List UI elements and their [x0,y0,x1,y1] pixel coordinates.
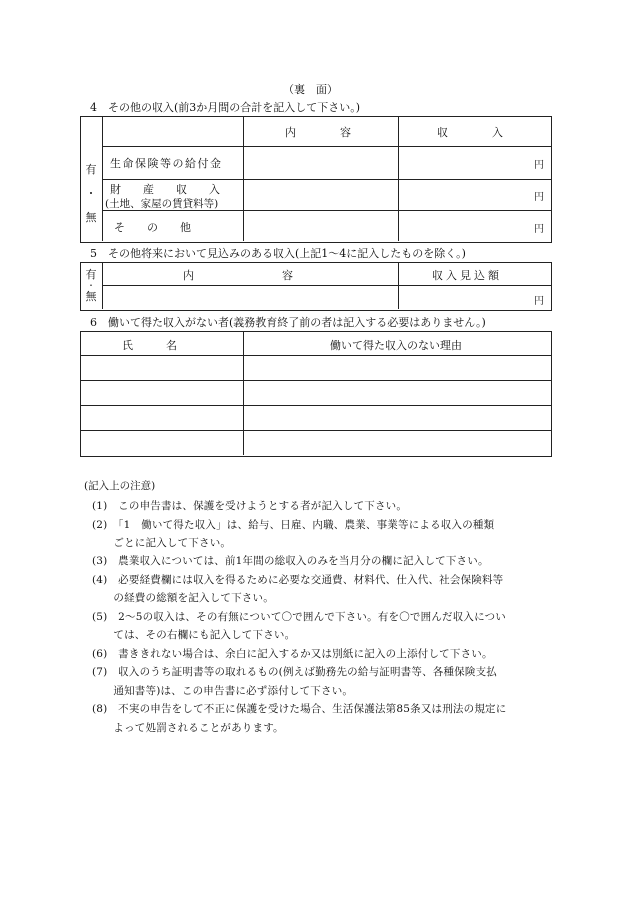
row-property-income-yen: 円 [534,192,544,203]
note-line: (3) 農業収入については、前1年間の総収入のみを当月分の欄に記入して下さい。 [92,555,489,567]
section6-col-name: 氏 名 [122,339,177,352]
note-line: の経費の総額を記入して下さい。 [92,592,274,604]
note-line: (7) 収入のうち証明書等の取れるもの(例えば勤務先の給与証明書等、各種保険支払 [92,666,497,678]
note-line: 通知書等)は、この申告書に必ず添付して下さい。 [92,685,354,697]
section5-yen: 円 [534,296,544,307]
side-label-dot: ・ [87,281,95,290]
side-label-nashi: 無 [85,210,97,224]
row-property-income-sub: (土地、家屋の賃貸料等) [105,198,219,210]
row-property-income-label: 財 産 収 入 [110,183,220,196]
side-label-ari: 有 [85,268,97,281]
page-title: （裏 面） [283,83,338,96]
section5-heading: 5 その他将来において見込みのある収入(上記1～4に記入したものを除く。) [90,247,466,260]
note-line: (2) 「1 働いて得た収入」は、給与、日雇、内職、農業、事業等による収入の種類 [92,519,495,531]
section5-col-naiyou: 内 容 [183,269,293,282]
note-line: ごとに記入して下さい。 [92,537,232,549]
row-life-insurance-yen: 円 [534,160,544,171]
note-line: よって処罰されることがあります。 [92,722,284,734]
row-other-label: そ の 他 [114,221,191,234]
row-other-yen: 円 [534,224,544,235]
note-line: (8) 不実の申告をして不正に保護を受けた場合、生活保護法第85条又は刑法の規定に [92,703,507,715]
section4-col-shuunyuu: 収 入 [437,126,503,139]
section4-col-naiyou: 内 容 [285,126,351,139]
section4-side-label [80,146,102,241]
note-line: (1) この申告書は、保護を受けようとする者が記入して下さい。 [92,500,408,512]
note-line: (6) 書ききれない場合は、余白に記入するか又は別紙に記入の上添付して下さい。 [92,648,493,660]
note-line: (4) 必要経費欄には収入を得るために必要な交通費、材料代、仕入代、社会保険料等 [92,574,504,586]
note-line: (5) 2～5の収入は、その有無について〇で囲んで下さい。有を〇で囲んだ収入につい [92,611,507,623]
note-line: ては、その右欄にも記入して下さい。 [92,629,296,641]
section6-col-reason: 働いて得た収入のない理由 [330,339,462,352]
section5-col-mikomi: 収入見込額 [432,269,502,282]
section5-side-label [80,263,102,309]
section6-heading: 6 働いて得た収入がない者(義務教育終了前の者は記入する必要はありません。) [90,316,486,329]
notes-title: (記入上の注意) [84,480,156,492]
side-label-nashi: 無 [85,290,97,303]
side-label-ari: 有 [85,162,97,176]
section4-heading: 4 その他の収入(前3か月間の合計を記入して下さい。) [90,101,361,114]
side-label-dot: ・ [85,186,97,200]
row-life-insurance-label: 生命保険等の給付金 [110,157,223,170]
